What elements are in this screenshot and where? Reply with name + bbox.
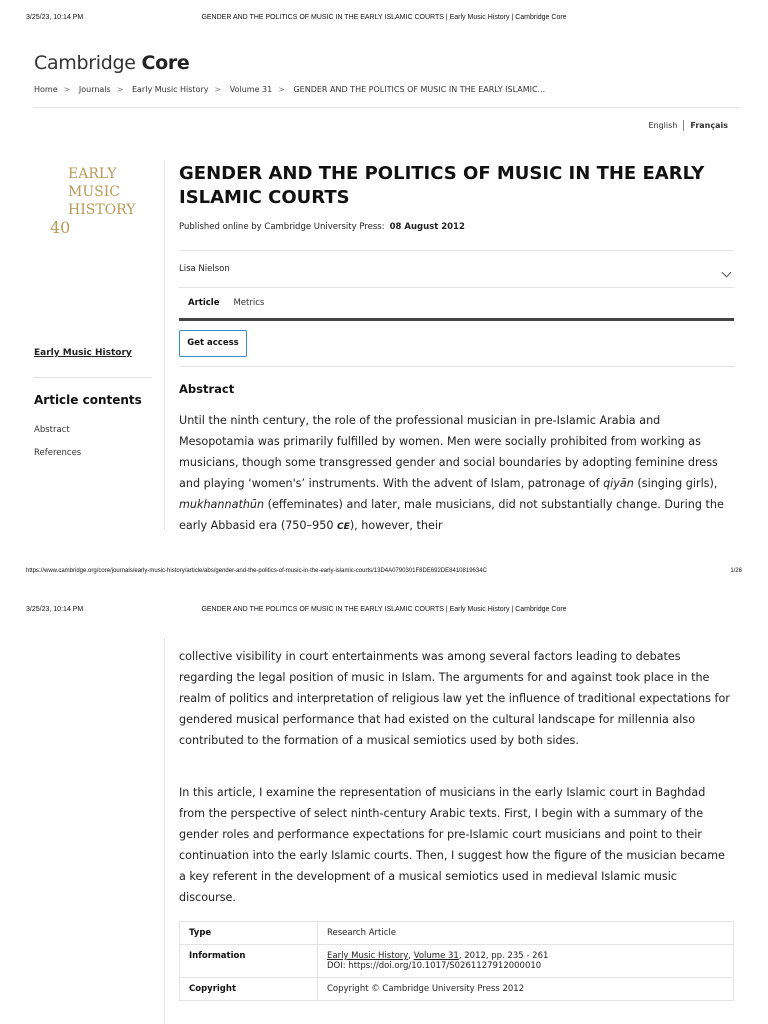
lang-separator bbox=[683, 120, 684, 131]
breadcrumb-home[interactable]: Home bbox=[34, 85, 58, 94]
table-row: Type Research Article bbox=[180, 922, 734, 945]
sidebar-rule bbox=[34, 377, 152, 378]
abstract-paragraph-1-continued: collective visibility in court entertainments was among several factors leading to debates regarding the legal position of music in Islam. The arguments for and against took place in the realm of politics and interpretation of religious law yet the influence of traditional expectations for gendered musical performance that had existed on the cultural landscape for millennia also contributed to the formation of a musical semiotics used by both sides. bbox=[179, 650, 730, 747]
abstract-paragraph-1: Until the ninth century, the role of the professional musician in pre-Islamic Arabia and Mesopotamia was primarily fulfilled by women. Men were socially prohibited from working as musicians, though some transgressed gender and social boundaries by adopting feminine dress and playing ‘women's’ instruments. With the advent of Islam, patronage of qiyān (singing girls), mukhannathūn (effeminates) and later, male musicians, did not substantially change. During the early Abbasid era (750–950 CE), however, their bbox=[179, 414, 724, 532]
journal-link[interactable]: Early Music History bbox=[34, 348, 132, 358]
contents-item-references[interactable]: References bbox=[34, 448, 82, 458]
article-tabs bbox=[179, 298, 264, 308]
breadcrumb-journals[interactable]: Journals bbox=[78, 85, 111, 94]
doi-text: DOI: https://doi.org/10.1017/S0261127912000010 bbox=[327, 961, 542, 971]
print-date: 3/25/23, 10:14 PM bbox=[26, 14, 84, 21]
abstract-heading: Abstract bbox=[179, 382, 235, 396]
table-row: Information Early Music History, Volume 31, 2012, pp. 235 - 261 DOI: https://doi.org/10.1017/S0261127912000010 bbox=[180, 945, 734, 978]
abstract-paragraph-2: In this article, I examine the representation of musicians in the early Islamic court in Baghdad from the perspective of select ninth-century Arabic texts. First, I begin with a summary of the gender roles and performance expectations for pre-Islamic court musicians and point to their continuation into the early Islamic courts. Then, I suggest how the figure of the musician became a key referent in the development of a musical semiotics used in medieval Islamic music discourse. bbox=[179, 786, 725, 904]
cambridge-core-logo[interactable]: Cambridge Core bbox=[34, 52, 190, 74]
info-volume-link[interactable]: Volume 31 bbox=[413, 951, 459, 961]
sidebar-divider-page-2 bbox=[164, 638, 165, 1024]
language-switcher bbox=[648, 120, 728, 131]
print-page-number: 1/26 bbox=[730, 568, 742, 574]
tab-metrics[interactable]: Metrics bbox=[233, 298, 265, 308]
breadcrumb: Home > Journals > Early Music History > Volume 31 > GENDER AND THE POLITICS OF MUSIC IN THE EARLY ISLAMIC... bbox=[34, 85, 546, 94]
author-top-rule bbox=[179, 250, 734, 251]
info-journal-link[interactable]: Early Music History bbox=[327, 951, 409, 961]
tab-underline bbox=[179, 318, 734, 321]
chevron-down-icon[interactable] bbox=[722, 268, 732, 278]
tab-article[interactable]: Article bbox=[188, 298, 220, 308]
lang-english[interactable]: English bbox=[648, 121, 678, 130]
breadcrumb-volume[interactable]: Volume 31 bbox=[229, 85, 273, 94]
breadcrumb-current: GENDER AND THE POLITICS OF MUSIC IN THE EARLY ISLAMIC... bbox=[293, 85, 546, 94]
article-contents-heading: Article contents bbox=[34, 393, 142, 407]
article-info-table bbox=[179, 921, 734, 1001]
article-title: GENDER AND THE POLITICS OF MUSIC IN THE EARLY ISLAMIC COURTS bbox=[179, 163, 705, 208]
get-access-button[interactable]: Get access bbox=[179, 330, 247, 357]
header-divider bbox=[34, 107, 740, 108]
author-name[interactable]: Lisa Nielson bbox=[179, 264, 230, 274]
print-header-page-2: 3/25/23, 10:14 PM GENDER AND THE POLITICS OF MUSIC IN THE EARLY ISLAMIC COURTS | Early Music History | Cambridge Core bbox=[26, 606, 567, 613]
breadcrumb-journal[interactable]: Early Music History bbox=[131, 85, 209, 94]
sidebar-divider bbox=[164, 160, 165, 530]
published-date: 08 August 2012 bbox=[389, 222, 465, 232]
print-header bbox=[0, 0, 768, 20]
table-row: Copyright Copyright © Cambridge University Press 2012 bbox=[180, 978, 734, 1001]
lang-french[interactable]: Français bbox=[690, 121, 728, 130]
published-info: Published online by Cambridge University Press: 08 August 2012 bbox=[179, 222, 465, 232]
contents-item-abstract[interactable]: Abstract bbox=[34, 425, 70, 435]
print-url: https://www.cambridge.org/core/journals/early-music-history/article/abs/gender-and-the-politics-of-music-in-the-early-islamic-courts/13D4A0790301F8DE692DE8410819634C bbox=[26, 568, 487, 574]
print-title: GENDER AND THE POLITICS OF MUSIC IN THE EARLY ISLAMIC COURTS | Early Music History | Cambridge Core bbox=[201, 14, 567, 21]
journal-cover[interactable]: EARLY MUSIC HISTORY 40 bbox=[50, 166, 136, 237]
access-rule bbox=[179, 366, 734, 367]
author-bottom-rule bbox=[179, 287, 734, 288]
